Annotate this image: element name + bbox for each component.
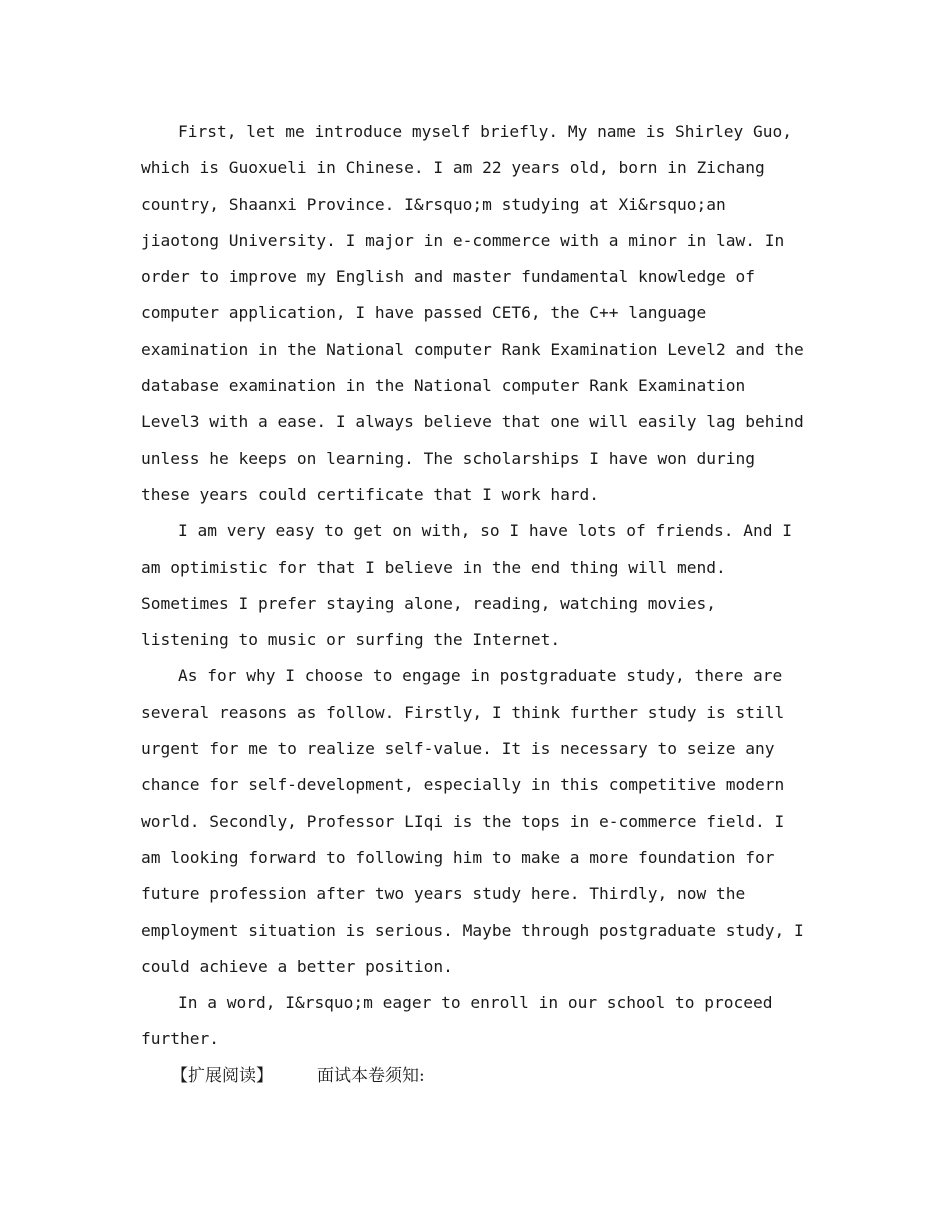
paragraph-introduction: First, let me introduce myself briefly. My name is Shirley Guo, which is Guoxueli in Chinese. I am 22 years old, born in Zichang country, Shaanxi Province. I&rsquo;m studying at Xi&rsquo;an jiaotong University. I major in e-commerce with a minor in law. In order to improve my English and master fundamental knowledge of computer application, I have passed CET6, the C++ language examination in the National computer Rank Examination Level2 and the database examination in the National computer Rank Examination Level3 with a ease. I always believe that one will easily lag behind unless he keeps on learning. The scholarships I have won during these years could certificate that I work hard. [141,122,814,504]
paragraph-personality: I am very easy to get on with, so I have lots of friends. And I am optimistic for that I believe in the end thing will mend. Sometimes I prefer staying alone, reading, watching movies, listening to music or surfing the Internet. [141,521,802,650]
extension-reading-line [141,1058,811,1094]
document-body [141,114,814,1094]
paragraph-conclusion: In a word, I&rsquo;m eager to enroll in our school to proceed further. [141,993,783,1049]
extension-title: 面试本卷须知: [317,1065,425,1086]
extension-label: 【扩展阅读】 [171,1065,273,1086]
paragraph-reasons: As for why I choose to engage in postgraduate study, there are several reasons as follow. Firstly, I think further study is still urgent for me to realize self-value. It is necessary to seize any chance for self-development, especially in this competitive modern world. Secondly, Professor LIqi is the tops in e-commerce field. I am looking forward to following him to make a more foundation for future profession after two years study here. Thirdly, now the employment situation is serious. Maybe through postgraduate study, I could achieve a better position. [141,666,814,976]
